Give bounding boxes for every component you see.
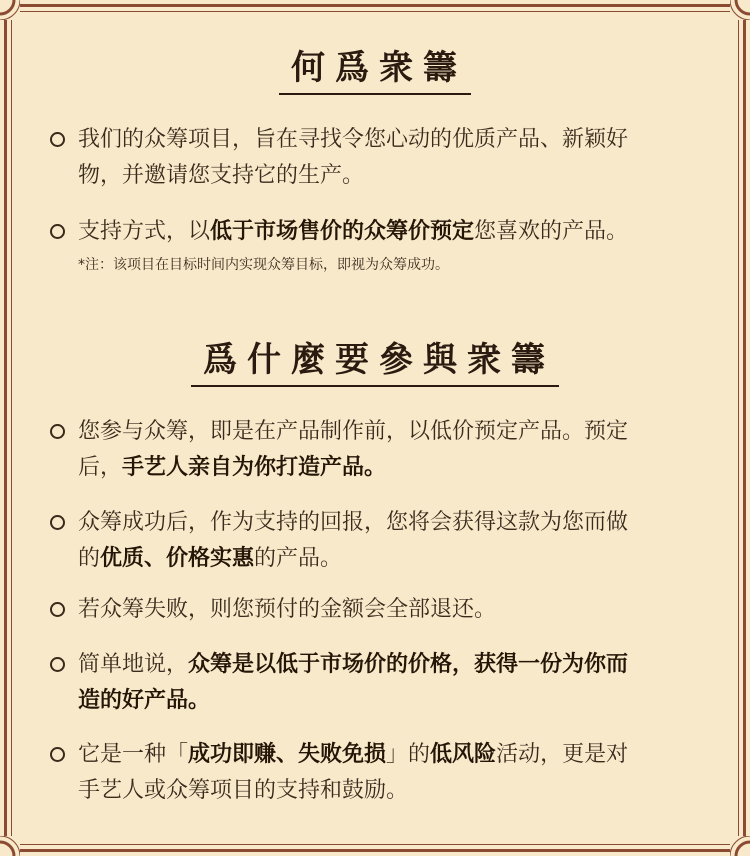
- list-item: 它是一种「成功即赚、失败免损」的低风险活动，更是对 手艺人或众筹项目的支持和鼓励。: [50, 737, 710, 809]
- corner-ornament-icon: [730, 0, 750, 20]
- list-item: 我们的众筹项目，旨在寻找令您心动的优质产品、新颖好 物，并邀请您支持它的生产。: [50, 122, 710, 194]
- list-item: 若众筹失败，则您预付的金额会全部退还。: [50, 592, 710, 628]
- section-title-what-is-crowdfunding: 何爲衆籌: [0, 40, 750, 95]
- circle-bullet-icon: [50, 515, 65, 530]
- corner-ornament-icon: [730, 836, 750, 856]
- list-item: 众筹成功后，作为支持的回报，您将会获得这款为您而做 的优质、价格实惠的产品。: [50, 505, 710, 577]
- circle-bullet-icon: [50, 657, 65, 672]
- circle-bullet-icon: [50, 132, 65, 147]
- circle-bullet-icon: [50, 602, 65, 617]
- circle-bullet-icon: [50, 224, 65, 239]
- circle-bullet-icon: [50, 747, 65, 762]
- list-item: 您参与众筹，即是在产品制作前，以低价预定产品。预定 后，手艺人亲自为你打造产品。: [50, 414, 710, 486]
- list-item: 支持方式，以低于市场售价的众筹价预定您喜欢的产品。: [50, 214, 710, 250]
- list-item: 简单地说，众筹是以低于市场价的价格，获得一份为你而 造的好产品。: [50, 647, 710, 719]
- section-title-why-participate: 爲什麼要參與衆籌: [0, 332, 750, 387]
- corner-ornament-icon: [0, 0, 20, 20]
- circle-bullet-icon: [50, 424, 65, 439]
- corner-ornament-icon: [0, 836, 20, 856]
- footnote: *注：该项目在目标时间内实现众筹目标，即视为众筹成功。: [78, 257, 449, 273]
